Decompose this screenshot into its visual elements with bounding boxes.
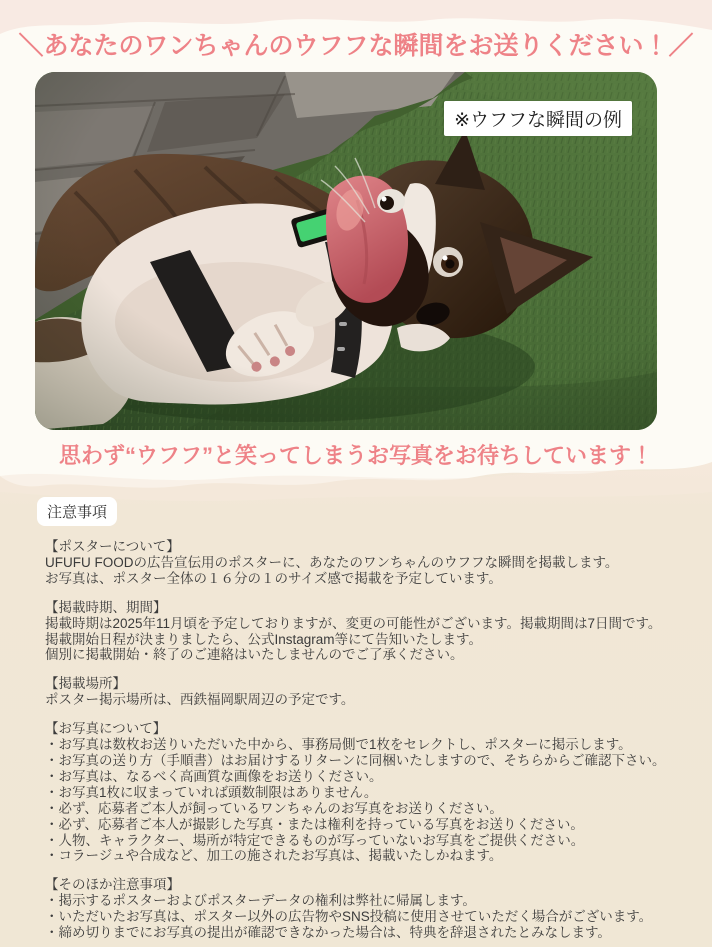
note-line: ・必ず、応募者ご本人が飼っているワンちゃんのお写真をお送りください。 [45,800,503,816]
note-line: ・掲示するポスターおよびポスターデータの権利は弊社に帰属します。 [45,893,476,909]
notes-block [45,497,694,941]
note-line: ・お写真は数枚お送りいただいた中から、事務局側で1枚をセレクトし、ポスターに掲示します。 [45,737,632,753]
note-section-other [45,877,694,941]
note-line: ・締め切りまでにお写真の提出が確認できなかった場合は、特典を辞退されたとみなします。 [45,925,611,941]
note-line: ・必ず、応募者ご本人が撮影した写真・または権利を持っている写真をお送りください。 [45,816,584,832]
note-line: 掲載時期は2025年11月頃を予定しておりますが、変更の可能性がございます。掲載期間は7日間です。 [45,615,662,631]
note-line: ポスター掲示場所は、西鉄福岡駅周辺の予定です。 [45,692,355,708]
note-line: ・お写真は、なるべく高画質な画像をお送りください。 [45,768,383,784]
note-line: 掲載開始日程が決まりましたら、公式Instagram等にて告知いたします。 [45,631,482,647]
note-line: UFUFU FOODの広告宣伝用のポスターに、あなたのワンちゃんのウフフな瞬間を掲載します。 [45,554,619,570]
note-section-title: 【そのほか注意事項】 [45,877,180,893]
note-line: ・コラージュや合成など、加工の施されたお写真は、掲載いたしかねます。 [45,848,503,864]
note-line: 個別に掲載開始・終了のご連絡はいたしませんのでご了承ください。 [45,647,464,663]
note-line: ・人物、キャラクター、場所が特定できるものが写っていないお写真をご提供ください。 [45,832,585,848]
note-section-title: 【掲載時期、期間】 [45,599,167,615]
note-section-photos [45,721,694,864]
dog-photo [35,72,657,430]
note-section-location [45,676,694,708]
notes-heading: 注意事項 [37,497,117,526]
note-line: ・いただいたお写真は、ポスター以外の広告物やSNS投稿に使用させていただく場合がございます。 [45,909,653,925]
note-line: ・お写真の送り方（手順書）はお届けするリターンに同梱いたしますので、そちらからご確認下さい。 [45,752,666,768]
note-section-poster [45,539,694,587]
note-section-schedule [45,600,694,664]
call-to-action-message: 思わず“ウフフ”と笑ってしまうお写真をお待ちしています！ [58,443,653,468]
note-section-title: 【ポスターについて】 [45,539,180,554]
note-section-title: 【掲載場所】 [45,676,126,692]
headline: ＼あなたのワンちゃんのウフフな瞬間をお送りください！／ [18,32,694,60]
note-section-title: 【お写真について】 [45,721,167,737]
note-line: お写真は、ポスター全体の１６分の１のサイズ感で掲載を予定しています。 [45,570,502,586]
note-line: ・お写真1枚に収まっていれば頭数制限はありません。 [45,784,378,800]
photo-example-label: ※ウフフな瞬間の例 [444,101,632,136]
